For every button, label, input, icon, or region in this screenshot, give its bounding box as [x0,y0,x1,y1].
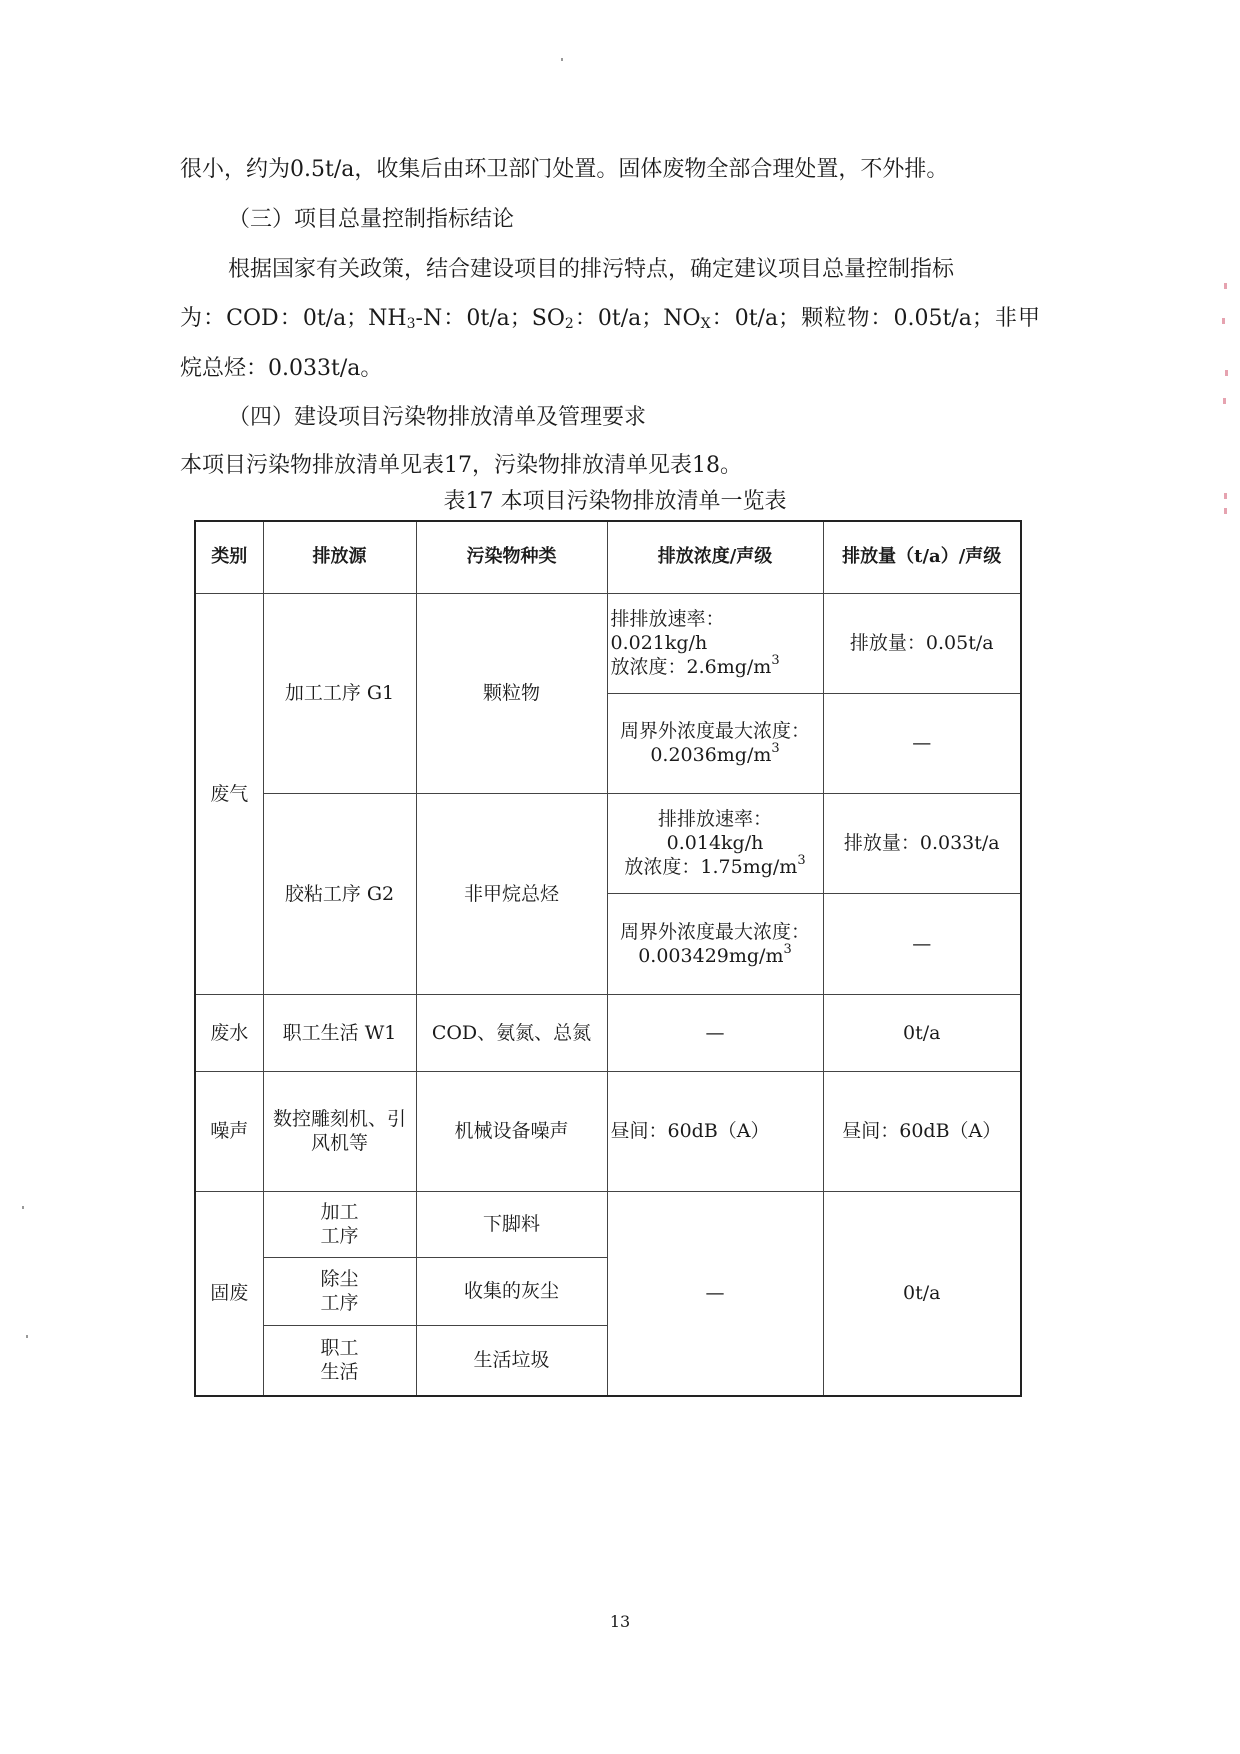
text-line: 生活 [320,1361,359,1384]
text-line: 加工 [320,1201,359,1223]
page-number: 13 [609,1612,631,1631]
scan-speck [26,1335,28,1338]
table-row [195,593,1021,693]
table-caption: 表17 本项目污染物排放清单一览表 [443,489,787,514]
amount-cell: — [823,693,1021,793]
text-line: 工序 [320,1225,359,1247]
text-line: 除尘 [320,1268,359,1290]
seal-edge-mark [1223,398,1226,404]
source-cell: 职工生活 W1 [263,994,416,1071]
superscript: 3 [771,741,780,756]
concentration-cell [607,693,823,793]
category-waste-water: 废水 [195,994,263,1071]
source-cell [263,1071,416,1191]
category-noise: 噪声 [195,1071,263,1191]
paragraph-total-control-line2 [180,304,1040,334]
text-line: 职工 [320,1337,359,1360]
table-row [195,1071,1021,1191]
seal-edge-mark [1224,283,1227,289]
text-line: 数控雕刻机、引 [272,1108,406,1130]
pollutant-emission-table [194,520,1022,1397]
concentration-cell [607,793,823,893]
superscript: 3 [797,853,806,868]
superscript: 3 [783,941,792,957]
scan-speck [22,1206,24,1209]
text-line: 周界外浓度最大浓度： [619,920,810,943]
paragraph-solid-waste-end: 很小，约为0.5t/a，收集后由环卫部门处置。固体废物全部合理处置，不外排。 [180,157,949,182]
subscript: 3 [406,316,416,332]
text-line: 排排放速率：0.014kg/h [657,808,772,854]
pollutant-cell: COD、氨氮、总氮 [416,994,607,1071]
pollutant-cell: 收集的灰尘 [416,1257,607,1325]
pollutant-cell: 颗粒物 [416,593,607,793]
amount-cell: 排放量：0.05t/a [823,593,1021,693]
pollutant-cell: 机械设备噪声 [416,1071,607,1191]
text-line: 0.2036mg/m [650,744,772,766]
source-cell [263,1325,416,1396]
amount-cell: — [823,893,1021,994]
pollutant-cell: 非甲烷总烃 [416,793,607,994]
concentration-cell [607,593,823,693]
header-amount: 排放量（t/a）/声级 [823,521,1021,593]
header-concentration: 排放浓度/声级 [607,521,823,593]
seal-edge-mark [1224,508,1227,514]
table-row [195,1191,1021,1257]
concentration-cell: — [607,994,823,1071]
paragraph-table-reference: 本项目污染物排放清单见表17，污染物排放清单见表18。 [180,453,742,478]
superscript: 3 [771,653,780,668]
concentration-cell: — [607,1191,823,1396]
text-fragment: 为：COD：0t/a；NH [180,306,407,331]
scan-speck [561,58,563,61]
source-cell [263,1257,416,1325]
seal-edge-mark [1224,493,1227,499]
text-line: 放浓度：2.6mg/m [610,656,772,678]
seal-edge-mark [1225,370,1228,376]
table-header-row [195,521,1021,593]
text-line: 工序 [320,1292,359,1314]
amount-cell: 排放量：0.033t/a [823,793,1021,893]
amount-cell: 0t/a [823,994,1021,1071]
text-line: 排排放速率：0.021kg/h [610,608,725,654]
pollutant-cell: 下脚料 [416,1191,607,1257]
header-pollutant: 污染物种类 [416,521,607,593]
section-heading-4: （四）建设项目污染物排放清单及管理要求 [228,405,647,430]
source-cell [263,1191,416,1257]
concentration-cell [607,893,823,994]
amount-cell: 昼间：60dB（A） [823,1071,1021,1191]
text-fragment: ：0t/a；NO [573,306,701,331]
table-row [195,793,1021,893]
amount-cell: 0t/a [823,1191,1021,1396]
text-fragment: ：0t/a；颗粒物：0.05t/a；非甲 [710,306,1040,331]
header-category: 类别 [195,521,263,593]
concentration-cell: 昼间：60dB（A） [607,1071,823,1191]
text-line: 0.003429mg/m [638,944,784,967]
subscript: 2 [564,316,574,332]
text-line: 周界外浓度最大浓度： [619,720,810,742]
section-heading-3: （三）项目总量控制指标结论 [228,207,515,232]
paragraph-total-control-line3: 烷总烃：0.033t/a。 [180,356,383,381]
text-line: 放浓度：1.75mg/m [624,856,798,878]
category-solid-waste: 固废 [195,1191,263,1396]
category-waste-gas: 废气 [195,593,263,994]
text-fragment: -N：0t/a；SO [415,306,565,331]
text-line: 风机等 [310,1132,368,1154]
subscript: X [700,316,711,332]
header-source: 排放源 [263,521,416,593]
pollutant-cell: 生活垃圾 [416,1325,607,1396]
seal-edge-mark [1222,318,1225,324]
table-row [195,994,1021,1071]
source-cell: 加工工序 G1 [263,593,416,793]
source-cell: 胶粘工序 G2 [263,793,416,994]
paragraph-total-control-line1: 根据国家有关政策，结合建设项目的排污特点，确定建议项目总量控制指标 [228,257,955,282]
